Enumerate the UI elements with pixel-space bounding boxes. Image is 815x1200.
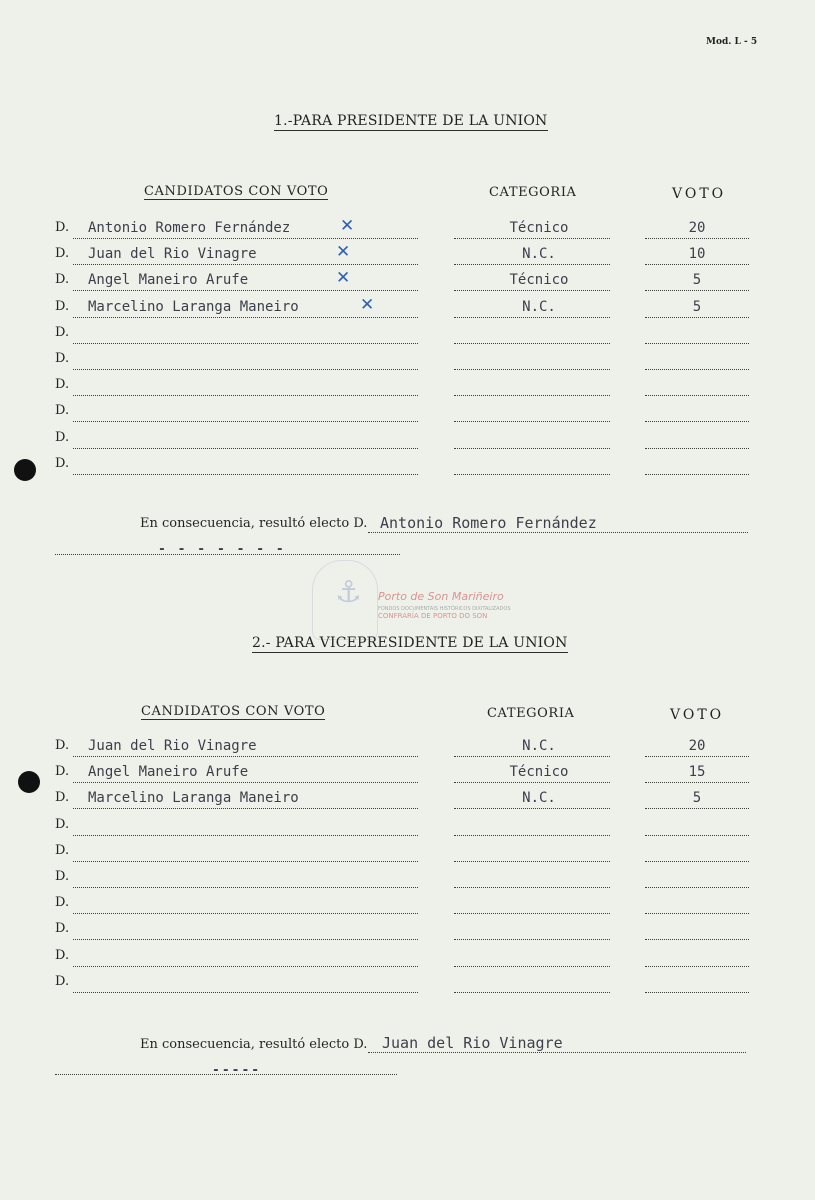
vote-line: [645, 974, 749, 993]
punch-hole-bottom: [18, 771, 40, 793]
section1-result-name: Antonio Romero Fernández: [380, 514, 597, 532]
candidate-row: [0, 948, 815, 968]
row-prefix: D.: [55, 324, 70, 340]
row-prefix: D.: [55, 246, 70, 262]
candidate-row: [0, 456, 815, 476]
category-line: [454, 456, 610, 475]
vote-line: [645, 403, 749, 422]
row-prefix: D.: [55, 298, 70, 314]
name-line: [73, 974, 418, 993]
section1-col-category: CATEGORIA: [489, 185, 577, 200]
candidate-row: [0, 790, 815, 810]
candidate-vote: 10: [688, 246, 706, 263]
candidate-name: Juan del Rio Vinagre: [88, 738, 257, 754]
candidate-vote: 5: [692, 790, 702, 807]
candidate-vote: 5: [692, 272, 702, 289]
category-line: [454, 921, 610, 940]
name-line: [73, 869, 418, 888]
section2-result-label: En consecuencia, resultó electo D.: [140, 1037, 368, 1052]
section1-title: 1.-PARA PRESIDENTE DE LA UNION: [274, 113, 548, 129]
row-prefix: D.: [55, 738, 70, 753]
candidate-row: [0, 403, 815, 423]
category-line: [454, 817, 610, 836]
category-line: [454, 869, 610, 888]
candidate-name: Juan del Rio Vinagre: [88, 246, 257, 263]
category-line: [454, 843, 610, 862]
candidate-row: [0, 974, 815, 994]
row-prefix: D.: [55, 790, 70, 806]
stamp-text: [378, 585, 511, 620]
row-prefix: D.: [55, 272, 70, 288]
candidate-name: Angel Maneiro Arufe: [88, 764, 249, 781]
name-line: [73, 377, 418, 396]
vote-line: [645, 843, 749, 862]
section2-col-category: CATEGORIA: [487, 706, 575, 721]
section2-result-line: [368, 1052, 746, 1053]
section1-col-candidates: CANDIDATOS CON VOTO: [144, 184, 329, 199]
row-prefix: D.: [55, 842, 70, 858]
category-line: [454, 351, 610, 370]
vote-line: [645, 377, 749, 396]
candidate-row: [0, 325, 815, 345]
candidate-category: N.C.: [522, 246, 556, 263]
confraria-stamp-logo: [312, 560, 378, 640]
candidate-vote: 5: [692, 298, 702, 315]
row-prefix: D.: [55, 895, 70, 911]
row-prefix: D.: [55, 220, 70, 235]
candidate-row: [0, 294, 815, 319]
section1-result-label: En consecuencia, resultó electo D.: [140, 516, 368, 531]
stamp-line2: CONFRARÍA DE PORTO DO SON: [378, 612, 488, 620]
row-prefix: D.: [55, 429, 70, 445]
candidate-category: Técnico: [509, 272, 569, 289]
name-line: [73, 895, 418, 914]
candidate-row: [0, 242, 815, 266]
vote-line: [645, 817, 749, 836]
vote-line: [645, 351, 749, 370]
section2-result-dashes: -----: [212, 1063, 262, 1078]
name-line: [73, 430, 418, 449]
vote-line: [645, 430, 749, 449]
candidate-row: [0, 817, 815, 837]
section2-col-vote: VOTO: [670, 707, 725, 723]
row-prefix: D.: [55, 403, 70, 419]
anchor-icon: ⚓: [335, 575, 362, 610]
name-line: [73, 456, 418, 475]
row-prefix: D.: [55, 921, 70, 937]
candidate-vote: 20: [688, 220, 706, 236]
name-line: [73, 351, 418, 370]
candidate-category: N.C.: [522, 790, 556, 807]
section1-result-line: [368, 532, 748, 533]
name-line: [73, 921, 418, 940]
candidate-category: N.C.: [522, 738, 556, 754]
row-prefix: D.: [55, 764, 70, 780]
category-line: [454, 430, 610, 449]
candidate-row: [0, 738, 815, 758]
vote-line: [645, 921, 749, 940]
candidate-row: [0, 921, 815, 941]
row-prefix: D.: [55, 816, 70, 832]
candidate-name: Angel Maneiro Arufe: [88, 272, 249, 289]
candidate-row: [0, 869, 815, 889]
name-line: [73, 403, 418, 422]
candidate-name: Marcelino Laranga Maneiro: [88, 298, 299, 315]
candidate-row: [0, 268, 815, 292]
row-prefix: D.: [55, 947, 70, 963]
row-prefix: D.: [55, 869, 70, 884]
section2-title: 2.- PARA VICEPRESIDENTE DE LA UNION: [252, 635, 568, 651]
category-line: [454, 403, 610, 422]
category-line: [454, 974, 610, 993]
vote-line: [645, 895, 749, 914]
row-prefix: D.: [55, 351, 70, 366]
section1-result-dashes: - - - - - - -: [158, 542, 286, 557]
name-line: [73, 948, 418, 967]
section2-result-name: Juan del Rio Vinagre: [382, 1034, 563, 1052]
candidate-row: [0, 377, 815, 397]
stamp-line1: FONDOS DOCUMENTAIS HISTÓRICOS DIXITALIZADOS: [378, 606, 511, 612]
category-line: [454, 325, 610, 344]
name-line: [73, 843, 418, 862]
name-line: [73, 817, 418, 836]
row-prefix: D.: [55, 377, 70, 393]
section2-col-candidates: CANDIDATOS CON VOTO: [141, 704, 326, 719]
candidate-name: Marcelino Laranga Maneiro: [88, 790, 299, 807]
stamp-brand: Porto de Son Mariñeiro: [378, 590, 504, 603]
vote-line: [645, 456, 749, 475]
candidate-category: Técnico: [509, 220, 569, 236]
category-line: [454, 377, 610, 396]
vote-line: [645, 325, 749, 344]
candidate-row: [0, 764, 815, 784]
candidate-category: N.C.: [522, 298, 556, 315]
name-line: [73, 325, 418, 344]
candidate-name: Antonio Romero Fernández: [88, 220, 291, 236]
category-line: [454, 948, 610, 967]
form-code: Mod. L - 5: [706, 37, 758, 47]
check-mark-icon: ✕: [336, 242, 351, 263]
candidate-category: Técnico: [509, 764, 569, 781]
row-prefix: D.: [55, 973, 70, 989]
category-line: [454, 895, 610, 914]
candidate-row: [0, 843, 815, 863]
candidate-row: [0, 216, 815, 240]
candidate-row: [0, 351, 815, 371]
vote-line: [645, 948, 749, 967]
candidate-row: [0, 430, 815, 450]
section1-col-vote: VOTO: [672, 186, 727, 202]
check-mark-icon: ✕: [360, 294, 375, 315]
punch-hole-top: [14, 459, 36, 481]
vote-line: [645, 869, 749, 888]
row-prefix: D.: [55, 455, 70, 471]
candidate-vote: 20: [688, 738, 706, 754]
candidate-vote: 15: [688, 764, 706, 781]
candidate-row: [0, 895, 815, 915]
check-mark-icon: ✕: [340, 216, 355, 236]
check-mark-icon: ✕: [336, 268, 351, 289]
